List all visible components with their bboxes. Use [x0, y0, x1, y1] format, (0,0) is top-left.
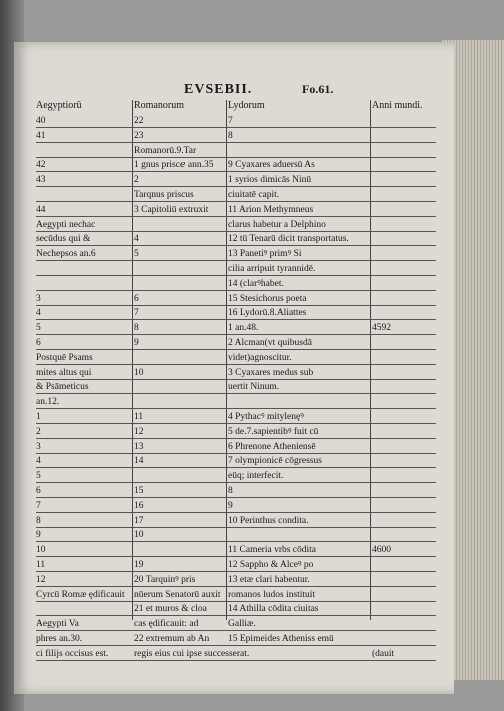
- table-cell: 6: [36, 338, 41, 348]
- table-row: [36, 454, 436, 468]
- column-head-anni-mundi: Anni mundi.: [372, 100, 423, 111]
- table-cell: clarus habetur a Delphino: [228, 219, 326, 230]
- table-cell: 42: [36, 160, 46, 171]
- table-row: [36, 499, 436, 513]
- column-head-aegyptiorum: Aegyptiorū: [36, 100, 82, 111]
- table-cell: 11: [36, 560, 46, 570]
- table-cell: 43: [36, 175, 46, 186]
- table-cell: secūdus qui &: [36, 234, 91, 245]
- table-cell: 40: [36, 116, 46, 126]
- table-row: [36, 114, 436, 128]
- table-cell: 13 Panetiꝰ primꝰ Si: [228, 249, 302, 260]
- table-cell: an.12.: [36, 397, 60, 408]
- table-cell: eūq; interfecit.: [228, 471, 284, 482]
- table-row: [36, 410, 436, 424]
- table-row: [36, 277, 436, 291]
- table-row: [36, 514, 436, 528]
- table-cell: 3 Capitoliū extruxit: [134, 204, 209, 215]
- table-cell: Aegypti nechac: [36, 219, 96, 230]
- column-head-romanorum: Romanorum: [134, 100, 184, 111]
- table-cell: 23: [134, 130, 144, 141]
- table-cell: regis eius cui ipse successerat.: [134, 648, 250, 659]
- page-header: [14, 82, 454, 111]
- table-cell: 4: [36, 456, 41, 467]
- table-row: [36, 632, 436, 646]
- table-row: [36, 573, 436, 587]
- book-page: [14, 42, 454, 694]
- table-row: [36, 351, 436, 365]
- table-cell: 21 et muros & cloa: [134, 604, 207, 615]
- table-cell: 4600: [372, 545, 391, 556]
- table-cell: 3: [36, 293, 41, 304]
- table-row: [36, 588, 436, 602]
- table-cell: uertit Ninum.: [228, 382, 280, 393]
- table-row: [36, 395, 436, 409]
- table-cell: 1: [36, 412, 41, 422]
- table-row: [36, 336, 436, 350]
- table-cell: 6: [36, 486, 41, 496]
- table-cell: 4592: [372, 323, 391, 334]
- table-cell: 4: [134, 234, 139, 245]
- row-rule: [36, 660, 436, 661]
- table-cell: romanos ludos instituit: [228, 589, 316, 600]
- table-cell: 7 olympionicē cōgressus: [228, 456, 322, 467]
- table-cell: 5: [36, 471, 41, 482]
- table-row: [36, 144, 436, 158]
- table-cell: 10 Perinthus condita.: [228, 515, 309, 526]
- table-cell: 9 Cyaxares aduersū As: [228, 160, 315, 171]
- table-cell: 10: [134, 367, 144, 378]
- table-row: [36, 232, 436, 246]
- table-row: [36, 321, 436, 335]
- table-row: [36, 617, 436, 631]
- table-row: [36, 306, 436, 320]
- table-cell: 16: [134, 500, 144, 511]
- table-cell: 2: [36, 426, 41, 437]
- table-row: [36, 247, 436, 261]
- table-cell: 2: [134, 175, 139, 186]
- table-row: [36, 188, 436, 202]
- table-cell: 3 Cyaxares medus sub: [228, 367, 314, 378]
- table-cell: Tarqnus priscus: [134, 190, 194, 200]
- table-cell: 12 tū Tenarū dicit transportatus.: [228, 234, 349, 245]
- table-cell: Nechepsos an.6: [36, 249, 96, 260]
- table-cell: ci filijs occisus est.: [36, 648, 109, 659]
- page-title: EVSEBII.: [184, 82, 253, 97]
- table-row: [36, 425, 436, 439]
- table-cell: 16 Lydorū.8.Aliattes: [228, 308, 307, 319]
- table-cell: 7: [228, 116, 233, 126]
- table-cell: cilia arripuit tyrannidē.: [228, 264, 316, 274]
- table-cell: & Psāmeticus: [36, 382, 89, 393]
- table-cell: ciuitatē capit.: [228, 190, 280, 200]
- table-row: [36, 292, 436, 306]
- table-cell: 1 an.48.: [228, 323, 259, 334]
- table-cell: 8: [36, 515, 41, 526]
- table-cell: 12 Sappho & Alceꝰ po: [228, 560, 314, 570]
- table-cell: 17: [134, 515, 144, 526]
- table-cell: Romanorū.9.Tar: [134, 145, 197, 156]
- table-cell: 12: [134, 426, 144, 437]
- table-cell: 10: [134, 530, 144, 541]
- table-cell: 22 extremum ab An: [134, 634, 210, 644]
- table-cell: (dauit: [372, 648, 395, 659]
- table-cell: Postquē Psams: [36, 352, 93, 363]
- table-row: [36, 173, 436, 187]
- table-row: [36, 158, 436, 172]
- table-cell: 41: [36, 130, 46, 141]
- table-row: [36, 262, 436, 276]
- table-cell: 12: [36, 574, 46, 585]
- table-cell: 6 Phrenone Atheniensē: [228, 441, 316, 452]
- table-cell: 11 Cameria vrbs cōdita: [228, 545, 317, 556]
- table-cell: 6: [134, 293, 139, 304]
- table-cell: 5: [134, 249, 139, 260]
- table-cell: 10: [36, 545, 46, 556]
- table-row: [36, 484, 436, 498]
- table-cell: 15 Epimeides Atheniss emū: [228, 634, 334, 644]
- table-cell: 2 Alcman(vt quibusdā: [228, 338, 312, 348]
- table-cell: phres an.30.: [36, 634, 83, 644]
- table-cell: 4 Pythacꝰ mitylenęꝰ: [228, 412, 304, 422]
- table-cell: Cyrcū Romæ ędificauit: [36, 589, 125, 600]
- table-cell: 5: [36, 323, 41, 334]
- table-cell: 8: [228, 486, 233, 496]
- table-row: [36, 543, 436, 557]
- table-cell: Aegypti Va: [36, 619, 79, 630]
- table-cell: 9: [134, 338, 139, 348]
- table-cell: cas ędificauit: ad: [134, 619, 199, 630]
- table-cell: 1 gnus priscℯ ann.35: [134, 160, 214, 171]
- table-cell: 9: [228, 500, 233, 511]
- table-cell: nūerum Senatorū auxit: [134, 589, 221, 600]
- table-cell: 20 Tarquinꝰ pris: [134, 574, 196, 585]
- table-row: [36, 528, 436, 542]
- table-row: [36, 380, 436, 394]
- table-cell: 14 Athilla cōdita ciuitas: [228, 604, 319, 615]
- table-cell: 7: [134, 308, 139, 319]
- table-cell: 11: [134, 412, 144, 422]
- table-row: [36, 218, 436, 232]
- table-cell: 5 de.7.sapientibꝰ fuit cū: [228, 426, 319, 437]
- table-cell: 11 Arion Methymneus: [228, 204, 314, 215]
- table-cell: 1 syrios dimicās Ninū: [228, 175, 312, 186]
- table-cell: 14 (clarꝰhabet.: [228, 278, 284, 289]
- table-cell: 22: [134, 116, 144, 126]
- folio-number: Fo.61.: [302, 82, 334, 96]
- table-row: [36, 602, 436, 616]
- table-cell: 15: [134, 486, 144, 496]
- table-cell: 19: [134, 560, 144, 570]
- table-cell: 13: [134, 441, 144, 452]
- table-cell: mites altus qui: [36, 367, 92, 378]
- table-row: [36, 366, 436, 380]
- table-cell: 15 Stesichorus poeta: [228, 293, 307, 304]
- table-cell: 9: [36, 530, 41, 541]
- table-cell: 44: [36, 204, 46, 215]
- table-cell: 8: [228, 130, 233, 141]
- table-cell: 14: [134, 456, 144, 467]
- table-row: [36, 440, 436, 454]
- table-cell: Galliæ.: [228, 619, 256, 630]
- table-cell: 13 etæ clari habentur.: [228, 574, 310, 585]
- column-head-lydorum: Lydorum: [228, 100, 265, 111]
- table-row: [36, 647, 436, 661]
- table-row: [36, 203, 436, 217]
- table-row: [36, 129, 436, 143]
- table-cell: 4: [36, 308, 41, 319]
- table-cell: videt)agnoscitur.: [228, 352, 292, 363]
- table-row: [36, 469, 436, 483]
- table-cell: 7: [36, 500, 41, 511]
- table-cell: 3: [36, 441, 41, 452]
- table-cell: 8: [134, 323, 139, 334]
- table-row: [36, 558, 436, 572]
